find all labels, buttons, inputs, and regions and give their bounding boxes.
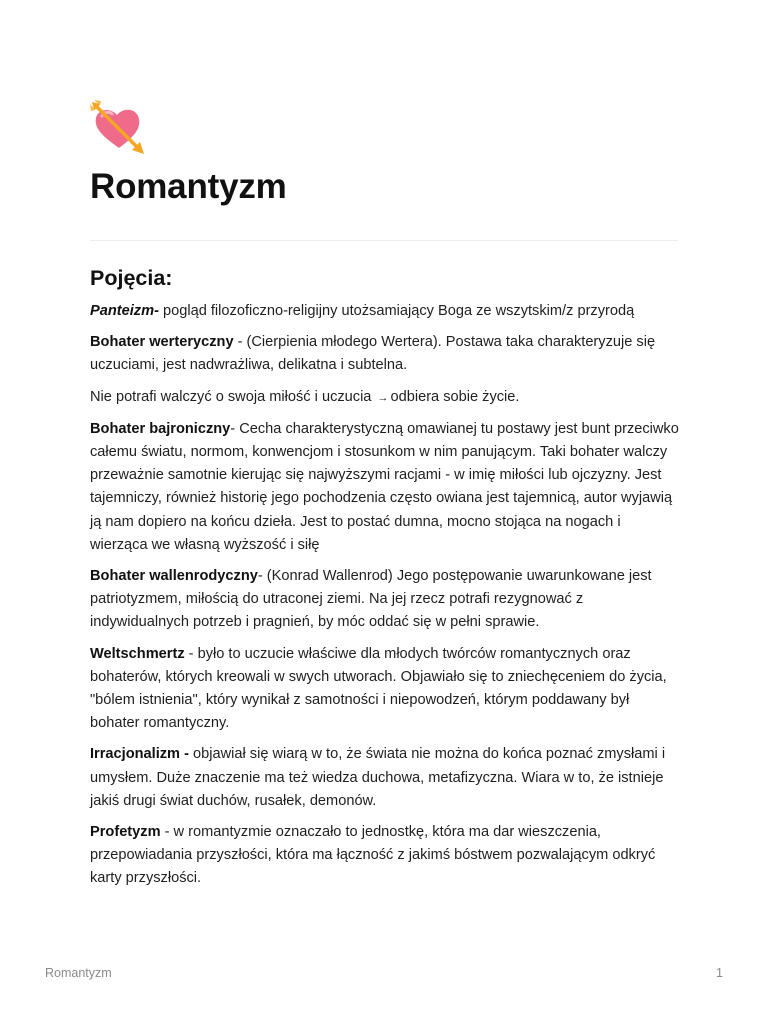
entry-text: - Cecha charakterystyczną omawianej tu postawy jest bunt przeciwko całemu światu, normom, konwencjom i stosunkom w nim panującym. Taki bohater walczy przeważnie samotnie kierując się najwyższymi racjami - w imię miłości lub ojczyzny. Jest tajemniczy, również historię jego pochodzenia często owiana jest tajemnicą, autor wyjawią ją nam dopiero na końcu dzieła. Jest to postać dumna, mocno stojąca na nogach i wierząca we własną wyższość i siłę bbox=[90, 420, 679, 553]
entry-panteizm bbox=[90, 300, 682, 323]
entry-term: Profetyzm bbox=[90, 824, 161, 841]
entry-text: objawiał się wiarą w to, że świata nie można do końca poznać zmysłami i umysłem. Duże znaczenie ma też wiedza duchowa, metafizyczna. Wiara w to, że istnieje jakiś drugi świat duchów, rusałek, demonów. bbox=[90, 746, 666, 809]
entry-text: - (Konrad Wallenrod) Jego postępowanie uwarunkowane jest patriotyzmem, miłością do utraconej ziemi. Na jej rzecz potrafi rezygnować z indywidualnych potrzeb i pragnień, by móc oddać się w pełni sprawie. bbox=[90, 568, 652, 631]
page-content bbox=[90, 262, 682, 899]
title-divider bbox=[90, 240, 678, 241]
entry-text: - w romantyzmie oznaczało to jednostkę, która ma dar wieszczenia, przepowiadania przyszłości, która ma łączność z jakimś bóstwem pozwalającym odkryć karty przyszłości. bbox=[90, 824, 656, 887]
right-arrow-icon: → bbox=[377, 391, 389, 404]
entry-text: pogląd filozoficzno-religijny utożsamiający Boga ze wszytskim/z przyrodą bbox=[158, 303, 635, 319]
entry-term: Panteizm- bbox=[90, 303, 159, 319]
entry-werter-note bbox=[90, 386, 682, 410]
entry-bohater-bajroniczny bbox=[90, 418, 682, 557]
entry-term: Weltschmertz bbox=[90, 645, 185, 662]
entry-weltschmertz bbox=[90, 643, 682, 736]
footer-page-number: 1 bbox=[716, 966, 723, 980]
entry-term: Bohater werteryczny bbox=[90, 334, 234, 351]
entry-bohater-werteryczny bbox=[90, 331, 682, 377]
page-title: Romantyzm bbox=[90, 167, 287, 206]
section-heading: Pojęcia: bbox=[90, 266, 173, 290]
entry-bohater-wallenrodyczny bbox=[90, 565, 682, 635]
entry-text: odbiera sobie życie. bbox=[390, 388, 520, 405]
heart-with-arrow-icon bbox=[88, 98, 150, 156]
entry-text: Nie potrafi walczyć o swoja miłość i uczucia bbox=[90, 388, 376, 405]
entry-term: Bohater bajroniczny bbox=[90, 420, 231, 437]
entry-profetyzm bbox=[90, 821, 682, 891]
entry-text: - (Cierpienia młodego Wertera). Postawa taka charakteryzuje się uczuciami, jest nadwrażliwa, delikatna i subtelna. bbox=[90, 334, 656, 374]
footer-title: Romantyzm bbox=[45, 966, 112, 980]
entry-text: - było to uczucie właściwe dla młodych twórców romantycznych oraz bohaterów, których kreowali w swych utworach. Objawiało się to zniechęceniem do życia, "bólem istnienia", który wynikał z samotności i niepowodzeń, którym poddawany był bohater romantyczny. bbox=[90, 645, 667, 732]
entry-term: Bohater wallenrodyczny bbox=[90, 568, 258, 585]
entry-irracjonalizm bbox=[90, 743, 682, 813]
entry-term: Irracjonalizm - bbox=[90, 746, 189, 763]
